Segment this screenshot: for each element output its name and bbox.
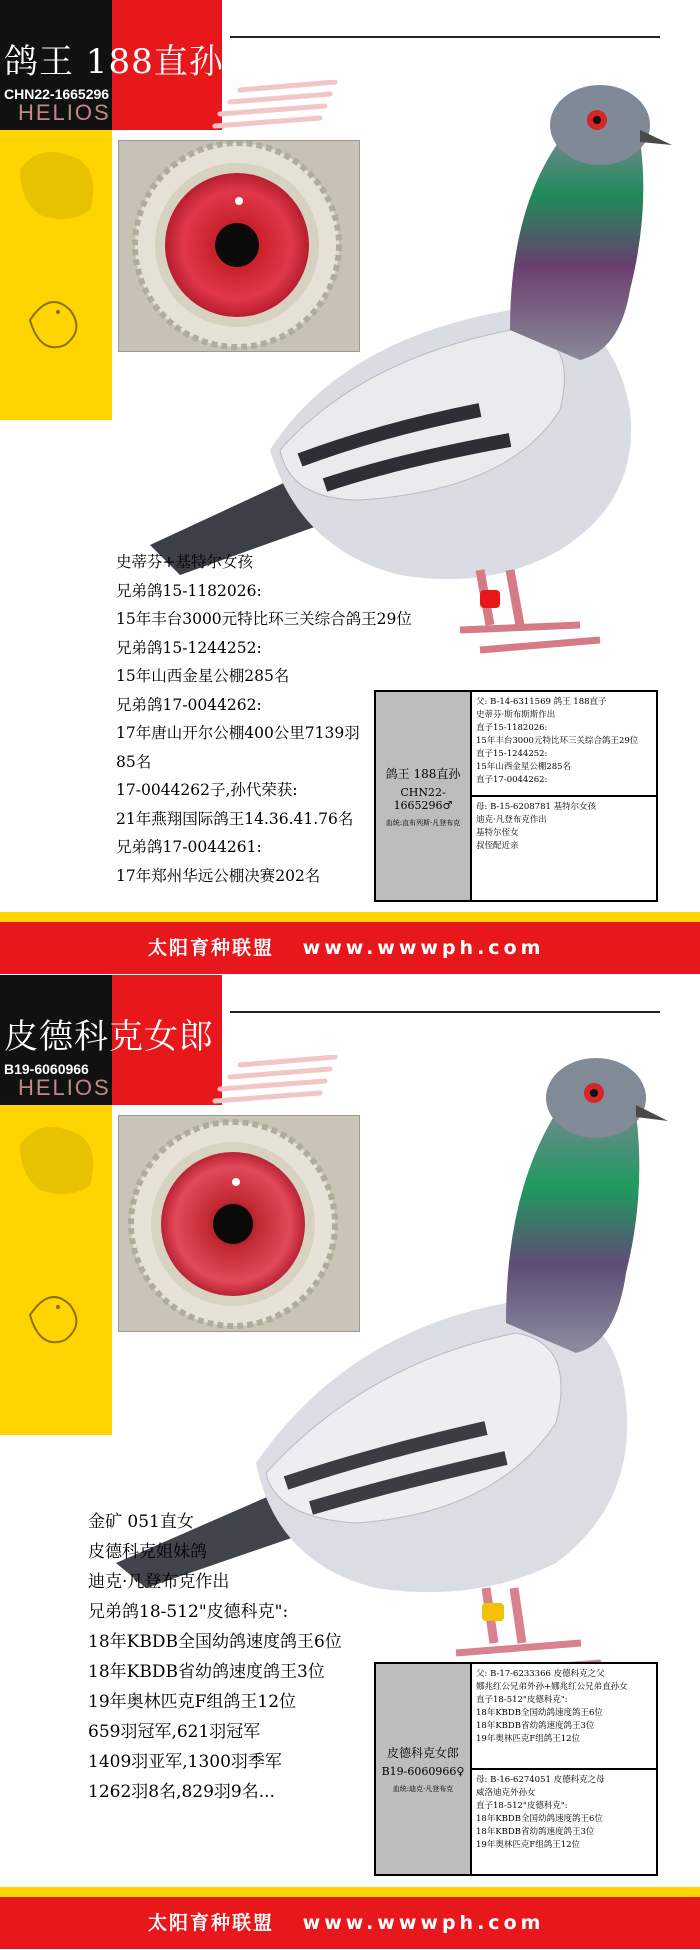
pedigree-line: 迪克·凡登布克作出 <box>476 815 547 825</box>
note-line: 史蒂芬+基特尔女孩 <box>116 553 253 571</box>
footer-text <box>148 1908 544 1935</box>
note-line: 兄弟鸽17-0044262: <box>116 695 262 714</box>
pedigree-line: 18年KBDB省幼鸽速度鸽王3位 <box>476 1721 595 1731</box>
pedigree-line: 19年奥林匹克F组鸽王12位 <box>476 1840 581 1850</box>
note-line: 19年奥林匹克F组鸽王12位 <box>88 1692 297 1712</box>
pedigree-line: 直子18-512"皮德科克": <box>476 1801 568 1811</box>
ring-number: B19-6060966 <box>4 1061 89 1077</box>
pedigree-line: 直子17-0044262: <box>476 775 548 785</box>
pedigree-line: 母: B-16-6274051 皮德科克之母 <box>476 1775 605 1785</box>
note-line: 皮德科克姐妹鸽 <box>88 1542 207 1562</box>
pedigree-line: 威洛迪克外孙女 <box>476 1788 536 1798</box>
pedigree-line: 父: B-14-6311569 鸽王 188直子 <box>476 697 607 707</box>
pedigree-line: 母: B-15-6208781 基特尔女孩 <box>476 802 597 812</box>
pedigree-line: 叔侄配近亲 <box>476 841 519 851</box>
note-line: 兄弟鸽15-1244252: <box>116 638 262 657</box>
pigeon-title: 皮德科克女郎 <box>4 1017 214 1057</box>
pedigree-name: 皮德科克女郎 <box>386 1746 459 1760</box>
footer-org: 太阳育种联盟 <box>148 1912 275 1934</box>
pedigree-table <box>374 1662 658 1876</box>
note-line: 17年郑州华远公棚决赛202名 <box>116 866 321 885</box>
note-line: 迪克·凡登布克作出 <box>88 1572 230 1592</box>
pedigree-line: 18年KBDB全国幼鸽速度鸽王6位 <box>476 1814 603 1824</box>
pedigree-bloodline: 血统:直布列斯·凡登布克 <box>385 818 461 827</box>
footer-url[interactable]: www.wwwph.com <box>302 937 545 959</box>
pedigree-subject <box>376 1664 472 1874</box>
pigeon-notes <box>88 1507 342 1807</box>
pedigree-parents <box>472 692 656 900</box>
pedigree-dam <box>472 795 656 900</box>
pedigree-subject <box>376 692 472 900</box>
note-line: 85名 <box>116 752 152 771</box>
pedigree-bloodline: 血统:迪克·凡登布克 <box>392 1785 454 1793</box>
pigeon-panel-2 <box>0 975 700 1950</box>
note-line: 1409羽亚军,1300羽季军 <box>88 1752 282 1772</box>
note-line: 18年KBDB全国幼鸽速度鸽王6位 <box>88 1632 342 1652</box>
pedigree-parents <box>472 1664 656 1874</box>
pedigree-line: 史蒂芬·斯布斯斯作出 <box>476 710 556 720</box>
pedigree-line: 15年丰台3000元特比环三关综合鸽王29位 <box>476 736 639 746</box>
watermark: HELIOS <box>18 100 111 125</box>
note-line: 金矿 051直女 <box>88 1512 194 1532</box>
note-line: 18年KBDB省幼鸽速度鸽王3位 <box>88 1662 325 1682</box>
note-line: 兄弟鸽15-1182026: <box>116 581 262 600</box>
note-line: 兄弟鸽18-512"皮德科克": <box>88 1602 289 1622</box>
pedigree-line: 直子15-1182026: <box>476 723 548 733</box>
pedigree-line: 直子18-512"皮德科克": <box>476 1695 568 1705</box>
pigeon-title: 鸽王 188直孙 <box>4 42 224 82</box>
pedigree-line: 19年奥林匹克F组鸽王12位 <box>476 1734 581 1744</box>
footer-banner <box>0 1887 700 1949</box>
pedigree-sire <box>472 692 656 795</box>
pigeon-notes <box>116 548 412 890</box>
pedigree-table <box>374 690 658 902</box>
pedigree-line: 娜兆红公兄弟外孙+娜兆红公兄弟直孙女 <box>476 1682 628 1692</box>
pedigree-dam <box>472 1768 656 1874</box>
pedigree-line: 15年山西金星公棚285名 <box>476 762 572 772</box>
pedigree-ring: B19-6060966♀ <box>381 1765 465 1778</box>
pedigree-ring: CHN22-1665296♂ <box>393 785 453 812</box>
footer-url[interactable]: www.wwwph.com <box>302 1912 545 1934</box>
note-line: 17-0044262子,孙代荣获: <box>116 781 298 799</box>
footer-banner <box>0 912 700 974</box>
note-line: 15年山西金星公棚285名 <box>116 667 290 685</box>
note-line: 兄弟鸽17-0044261: <box>116 838 262 856</box>
pedigree-line: 父: B-17-6233366 皮德科克之父 <box>476 1669 605 1679</box>
pedigree-name: 鸽王 188直孙 <box>385 766 461 781</box>
pedigree-line: 18年KBDB全国幼鸽速度鸽王6位 <box>476 1708 603 1718</box>
pedigree-line: 基特尔侄女 <box>476 828 519 838</box>
note-line: 21年燕翔国际鸽王14.36.41.76名 <box>116 809 354 828</box>
watermark: HELIOS <box>18 1075 111 1100</box>
ring-number: CHN22-1665296 <box>4 86 110 102</box>
footer-yellow-stripe <box>0 1887 700 1897</box>
footer-text <box>148 933 544 960</box>
pedigree-line: 直子15-1244252: <box>476 749 548 759</box>
pedigree-line: 18年KBDB省幼鸽速度鸽王3位 <box>476 1827 595 1837</box>
note-line: 15年丰台3000元特比环三关综合鸽王29位 <box>116 610 412 628</box>
footer-org: 太阳育种联盟 <box>148 937 275 959</box>
footer-yellow-stripe <box>0 912 700 922</box>
note-line: 1262羽8名,829羽9名... <box>88 1782 275 1802</box>
note-line: 17年唐山开尔公棚400公里7139羽 <box>116 724 360 742</box>
pedigree-sire <box>472 1664 656 1768</box>
note-line: 659羽冠军,621羽冠军 <box>88 1722 261 1742</box>
